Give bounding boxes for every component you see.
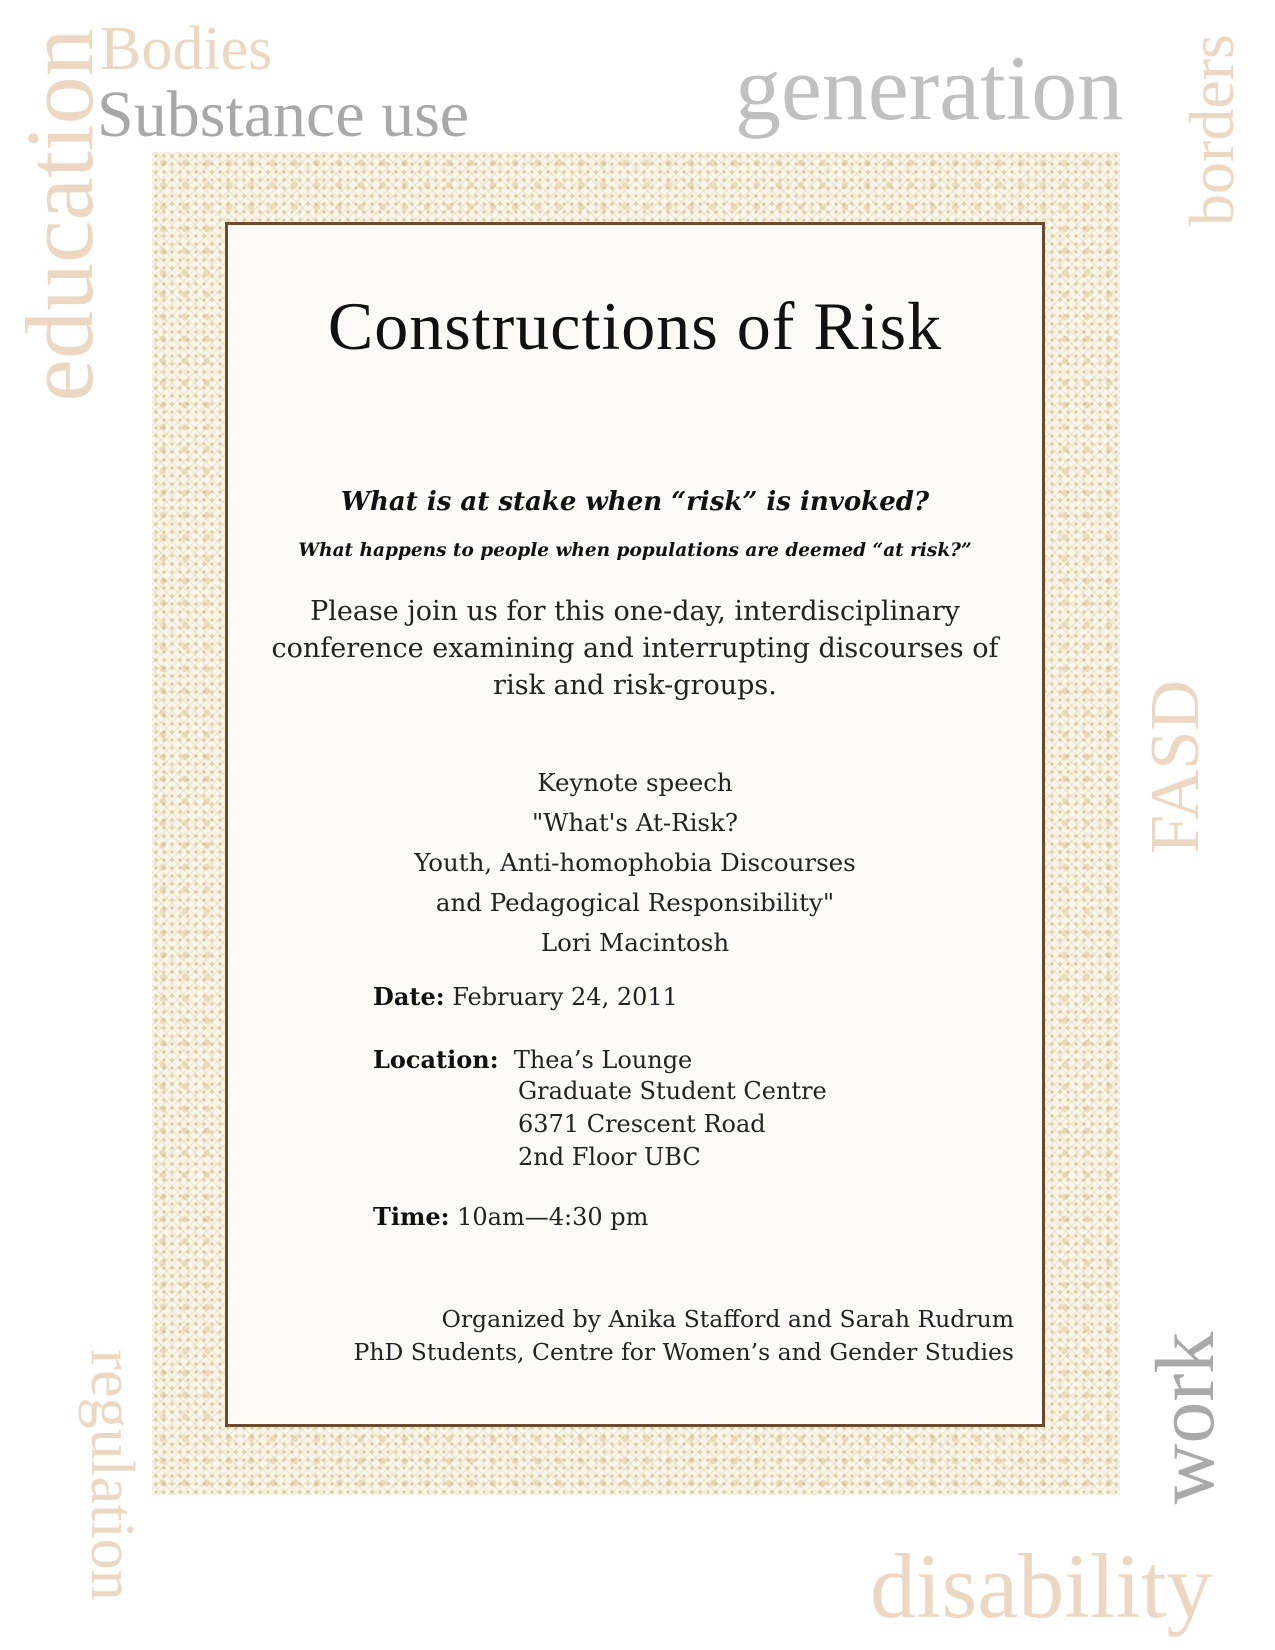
intro-line: Please join us for this one-day, interdisciplinary	[310, 596, 960, 627]
location-address	[518, 1075, 827, 1174]
word-generation: generation	[735, 37, 1124, 139]
organizers-affiliation: PhD Students, Centre for Women’s and Gender Studies	[353, 1338, 1014, 1366]
date-value: February 24, 2011	[452, 983, 678, 1011]
word-substance-use: Substance use	[97, 78, 470, 151]
organizers-line: Organized by Anika Stafford and Sarah Rudrum	[441, 1305, 1014, 1333]
flyer-panel	[225, 222, 1045, 1427]
keynote-line: and Pedagogical Responsibility"	[435, 888, 835, 917]
word-work: work	[1139, 1331, 1232, 1505]
word-education: education	[6, 28, 113, 402]
location-line: 2nd Floor UBC	[518, 1143, 701, 1171]
time-row	[373, 1200, 648, 1234]
keynote-line: Keynote speech	[537, 768, 733, 797]
word-borders: borders	[1176, 34, 1247, 226]
keynote-speaker: Lori Macintosh	[540, 928, 730, 957]
word-bodies: Bodies	[100, 15, 273, 83]
word-fasd: FASD	[1137, 680, 1214, 854]
intro-line: risk and risk-groups.	[493, 670, 777, 701]
keynote-line: "What's At-Risk?	[531, 808, 738, 837]
intro-paragraph	[228, 593, 1042, 704]
word-regulation: regulation	[78, 1349, 146, 1601]
time-value: 10am—4:30 pm	[457, 1203, 649, 1231]
location-first-line: Thea’s Lounge	[513, 1046, 693, 1074]
intro-line: conference examining and interrupting discourses of	[271, 633, 999, 664]
location-label: Location:	[373, 1045, 499, 1074]
location-line: Graduate Student Centre	[518, 1077, 827, 1105]
flyer-title: Constructions of Risk	[327, 288, 943, 364]
keynote-line: Youth, Anti-homophobia Discourses	[414, 848, 856, 877]
time-label: Time:	[373, 1202, 450, 1231]
question-primary: What is at stake when “risk” is invoked?	[340, 487, 930, 517]
word-disability: disability	[870, 1535, 1213, 1637]
keynote-block	[228, 763, 1042, 963]
question-secondary: What happens to people when populations are deemed “at risk?”	[298, 540, 972, 561]
organizers-block	[354, 1303, 1014, 1369]
location-row	[373, 1043, 692, 1077]
date-row	[373, 980, 678, 1014]
date-label: Date:	[373, 982, 445, 1011]
location-line: 6371 Crescent Road	[518, 1110, 766, 1138]
